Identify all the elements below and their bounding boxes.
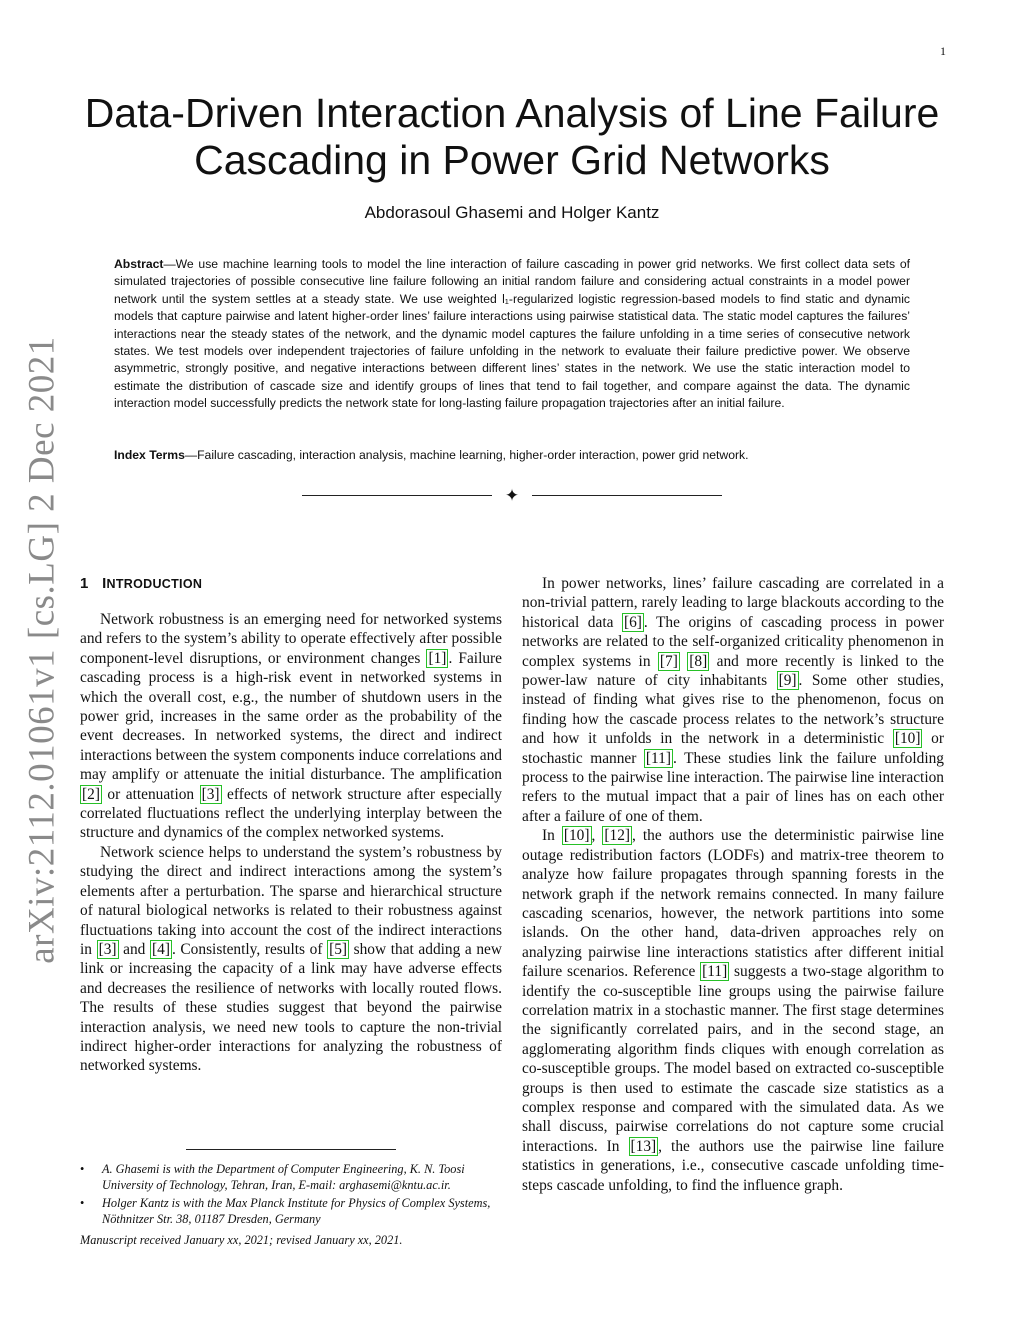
- index-terms: [114, 447, 910, 464]
- citation-link[interactable]: [2]: [82, 785, 100, 803]
- text-run: Network robustness is an emerging need for networked systems and refers to the system’s ability to operate effectively after possible component-level disruptions, or environment changes: [80, 611, 502, 667]
- text-run: or stochastic manner: [522, 730, 944, 767]
- paragraph: [522, 826, 944, 1195]
- citation-link[interactable]: [3]: [98, 940, 117, 958]
- paragraph: [80, 843, 502, 1076]
- section-heading-introduction: [80, 575, 202, 592]
- text-run: show that adding a new link or increasing the capacity of a link may have adverse effects and decreases the resilience of networks with locally routed flows. The results of these studies suggest that beyond the pairwise interaction analysis, we need new tools to capture the non-trivial indirect higher-order interactions for analyzing the robustness of networked systems.: [80, 940, 502, 1075]
- text-run: effects of network structure after especially correlated fluctuations reflect the underlying interplay between the structure and dynamics of the complex networked systems.: [80, 785, 503, 842]
- text-run: In: [542, 827, 562, 845]
- paragraph: [522, 574, 944, 826]
- citation-link[interactable]: [1]: [428, 649, 447, 667]
- footnote-item: [80, 1196, 502, 1227]
- citation-link[interactable]: [3]: [201, 785, 220, 803]
- paragraph: [80, 610, 502, 843]
- separator-diamond-icon: ✦: [504, 486, 520, 505]
- text-run: or attenuation: [101, 785, 200, 803]
- page-number: 1: [940, 44, 946, 58]
- paper-title: Data-Driven Interaction Analysis of Line Failure Cascading in Power Grid Networks: [84, 90, 940, 183]
- title-separator: [302, 485, 722, 507]
- citation-link[interactable]: [12]: [604, 827, 631, 845]
- separator-line-right: [532, 495, 722, 496]
- citation-link[interactable]: [11]: [645, 749, 671, 767]
- text-run: and more recently is linked to the power-law nature of city inhabitants: [522, 652, 944, 690]
- text-run: In power networks, lines’ failure cascading are correlated in a non-trivial pattern, rarely leading to large blackouts according to the historical data: [522, 575, 944, 631]
- citation-link[interactable]: [9]: [778, 672, 797, 690]
- footnote-rule: [186, 1149, 396, 1150]
- text-run: . Some other studies, instead of finding what gives rise to the phenomenon, focus on finding how the cascade process relates to the network’s structure and how it unfolds in the network in a deterministic: [522, 672, 944, 748]
- citation-link[interactable]: [11]: [702, 963, 728, 981]
- abstract: [114, 256, 910, 413]
- section-title-rest: NTRODUCTION: [106, 577, 203, 591]
- index-terms-label: Index Terms: [114, 448, 185, 462]
- citation-link[interactable]: [8]: [689, 652, 708, 670]
- text-run: . Consistently, results of: [171, 940, 328, 958]
- text-run: , the authors use the pairwise line failure statistics in generations, i.e., consecutive cascade unfolding time-steps cascade unfolding, to find the influence graph.: [522, 1137, 944, 1194]
- text-run: ,: [591, 827, 603, 845]
- text-run: . The origins of cascading process in power networks are related to the self-organized criticality phenomenon in complex systems in: [522, 613, 944, 670]
- footnotes: [80, 1162, 502, 1230]
- text-run: . These studies link the failure unfolding process to the pairwise line interaction. The pairwise line interaction refers to the mutual impact that a pair of lines has on each other after a failure of one of them.: [522, 749, 944, 825]
- right-column: [522, 574, 944, 1195]
- text-run: and: [118, 940, 150, 958]
- citation-link[interactable]: [13]: [630, 1137, 657, 1155]
- paper-authors: Abdorasoul Ghasemi and Holger Kantz: [364, 203, 660, 222]
- citation-link[interactable]: [10]: [563, 827, 590, 845]
- abstract-text: We use machine learning tools to model the line interaction of failure cascading in power grid networks. We first collect data sets of simulated trajectories of possible consecutive line failure following an initial random failure and considering actual constraints in a model power network until the system settles at a steady state. We use weighted l₁-regularized logistic regression-based models to find static and dynamic models that capture pairwise and latent higher-order lines’ failure interactions using pairwise statistical data. The static model captures the failures’ interactions near the steady states of the network, and the dynamic model captures the failure unfolding in a time series of consecutive network states. We test models over independent trajectories of failure unfolding in the network to evaluate their failure predictive power. We observe asymmetric, strongly positive, and negative interactions between different lines’ states in the network. We use the static interaction model to estimate the distribution of cascade size and identify groups of lines that tend to fail together, and compare against the data. The dynamic interaction model successfully predicts the network state for long-lasting failure propagation trajectories after an initial failure.: [114, 257, 910, 411]
- citation-link[interactable]: [5]: [329, 940, 348, 958]
- index-terms-text: Failure cascading, interaction analysis, machine learning, higher-order interaction, power grid network.: [197, 448, 749, 462]
- citation-link[interactable]: [7]: [659, 652, 678, 670]
- text-run: . Failure cascading process is a high-risk event in networked systems in which the overall cost, e.g., the number of shutdown users in the power grid, increases in the same order as the probability of the event decreases. In networked systems, the direct and indirect interactions between the system components induce correlations and may amplify or attenuate the initial disturbance. The amplification: [80, 649, 503, 784]
- text-run: , the authors use the deterministic pairwise line outage redistribution factors (LODFs) and matrix-tree theorem to analyze how failure propagates through spanning forests in the network graph if the network remains connected. In many failure cascading scenarios, however, the network partitions into some islands. On the other hand, data-driven approaches rely on analyzing pairwise line interactions statistics after different initial failure scenarios. Reference: [522, 827, 944, 981]
- abstract-dash: —: [163, 257, 176, 271]
- citation-link[interactable]: [10]: [894, 730, 921, 748]
- abstract-label: Abstract: [114, 257, 164, 271]
- left-column: [80, 610, 502, 1076]
- text-run: Network science helps to understand the system’s robustness by studying the direct and indirect interactions among the system’s elements after a perturbation. The sparse and hierarchical structure of natural biological networks is related to their robustness against fluctuations taking into account the cost of the indirect interactions in: [80, 843, 502, 958]
- arxiv-identifier-stamp[interactable]: [21, 336, 63, 964]
- citation-link[interactable]: [4]: [152, 940, 170, 958]
- section-number: 1: [80, 575, 89, 592]
- section-title-initial: I: [102, 575, 107, 592]
- separator-line-left: [302, 495, 492, 496]
- arxiv-identifier-text: arXiv:2112.01061v1 [cs.LG] 2 Dec 2021: [21, 336, 63, 964]
- index-terms-dash: —: [184, 448, 198, 462]
- bullet-icon: •: [80, 1162, 85, 1176]
- text-run: suggests a two-stage algorithm to identify the co-susceptible line groups using the pairwise failure correlation matrix in a stochastic manner. The first stage determines the significantly correlated pairs, and in the second stage, an agglomerating algorithm finds cliques with enough correlation as co-susceptible groups. The model based on extracted co-susceptible groups is then used to estimate the cascade size statistics as a complex response and compared with the simulated data. As we shall discuss, pairwise correlations do not capture some crucial interactions. In: [522, 963, 944, 1155]
- footnote-text: A. Ghasemi is with the Department of Computer Engineering, K. N. Toosi University of Technology, Tehran, Iran, E-mail: arghasemi@kntu.ac.ir.: [102, 1162, 465, 1192]
- citation-link[interactable]: [6]: [623, 613, 642, 631]
- manuscript-note: Manuscript received January xx, 2021; revised January xx, 2021.: [80, 1233, 403, 1247]
- footnote-text: Holger Kantz is with the Max Planck Institute for Physics of Complex Systems, Nöthnitzer Str. 38, 01187 Dresden, Germany: [102, 1196, 491, 1226]
- footnote-item: [80, 1162, 502, 1193]
- bullet-icon: •: [80, 1196, 85, 1211]
